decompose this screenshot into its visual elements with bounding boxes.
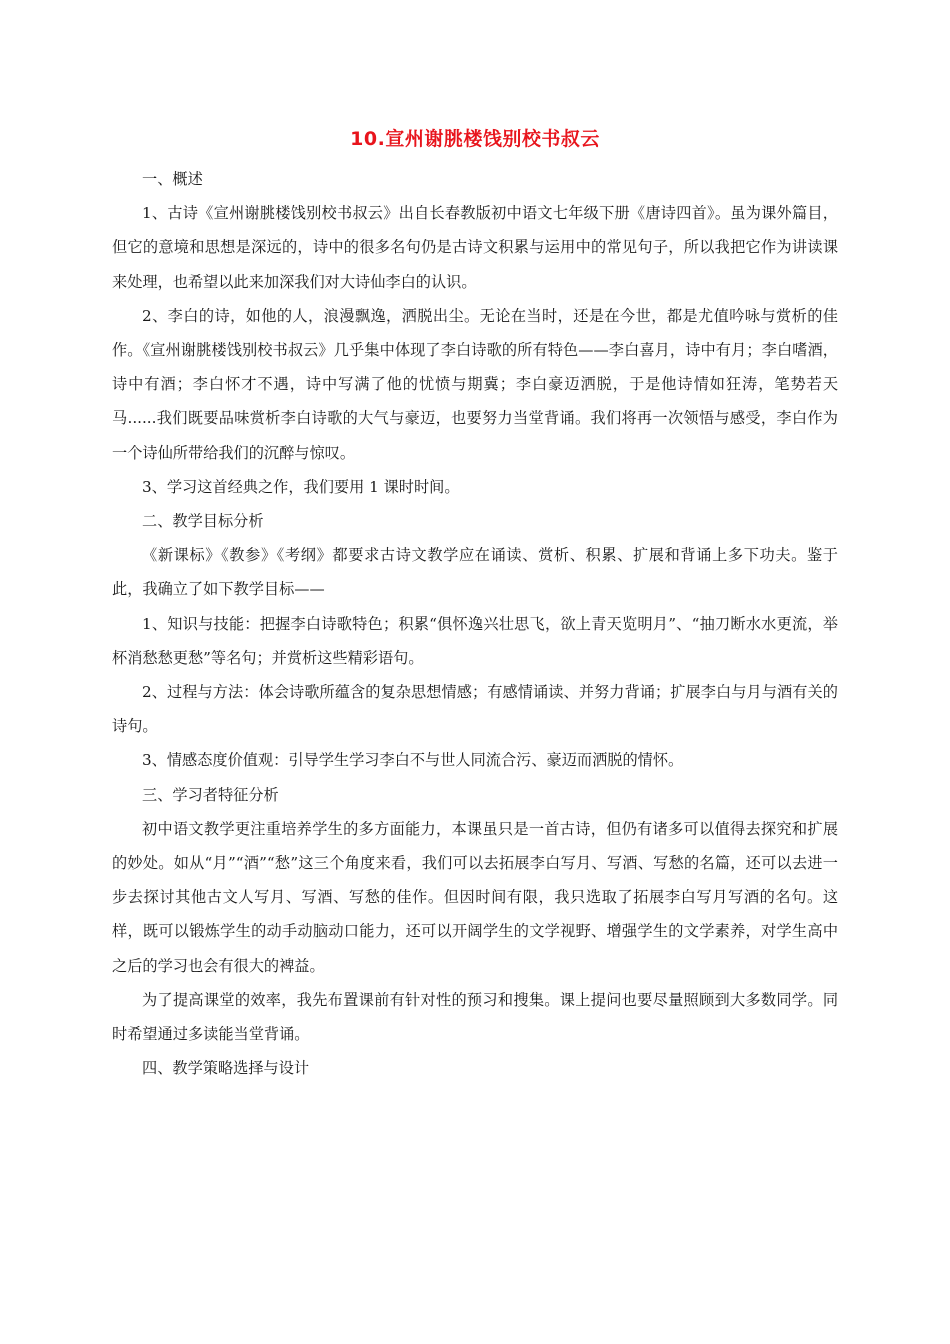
paragraph: 2、李白的诗，如他的人，浪漫飘逸，洒脱出尘。无论在当时，还是在今世，都是尤值吟咏与赏析的佳作。《宣州谢朓楼饯别校书叔云》几乎集中体现了李白诗歌的所有特色——李白喜月，诗中有月；李白嗜酒，诗中有酒；李白怀才不遇，诗中写满了他的忧愤与期冀；李白豪迈洒脱，于是他诗情如狂涛，笔势若天马......我们既要品味赏析李白诗歌的大气与豪迈，也要努力当堂背诵。我们将再一次领悟与感受，李白作为一个诗仙所带给我们的沉醉与惊叹。 <box>112 306 838 462</box>
paragraph: 《新课标》《教参》《考纲》都要求古诗文教学应在诵读、赏析、积累、扩展和背诵上多下功夫。鉴于此，我确立了如下教学目标—— <box>112 546 838 599</box>
paragraph: 3、学习这首经典之作，我们要用 1 课时时间。 <box>142 477 460 496</box>
section-heading-learner-analysis: 三、学习者特征分析 <box>142 785 279 804</box>
section-heading-overview: 一、概述 <box>142 170 203 188</box>
document-page <box>112 118 838 1085</box>
paragraph: 2、过程与方法：体会诗歌所蕴含的复杂思想情感；有感情诵读、并努力背诵；扩展李白与月与酒有关的诗句。 <box>112 683 838 736</box>
paragraph: 为了提高课堂的效率，我先布置课前有针对性的预习和搜集。课上提问也要尽量照顾到大多数同学。同时希望通过多读能当堂背诵。 <box>112 990 838 1044</box>
paragraph: 初中语文教学更注重培养学生的多方面能力，本课虽只是一首古诗，但仍有诸多可以值得去探究和扩展的妙处。如从“月”“酒”“愁”这三个角度来看，我们可以去拓展李白写月、写酒、写愁的名篇，还可以去进一步去探讨其他古文人写月、写酒、写愁的佳作。但因时间有限，我只选取了拓展李白写月写酒的名句。这样，既可以锻炼学生的动手动脑动口能力，还可以开阔学生的文学视野、增强学生的文学素养，对学生高中之后的学习也会有很大的裨益。 <box>112 819 838 975</box>
paragraph: 1、古诗《宣州谢朓楼饯别校书叔云》出自长春教版初中语文七年级下册《唐诗四首》。虽为课外篇目，但它的意境和思想是深远的，诗中的很多名句仍是古诗文积累与运用中的常见句子，所以我把它作为讲读课来处理，也希望以此来加深我们对大诗仙李白的认识。 <box>112 204 838 291</box>
section-heading-teaching-goals: 二、教学目标分析 <box>142 512 264 531</box>
document-title: 10.宣州谢朓楼饯别校书叔云 <box>350 128 600 150</box>
section-heading-teaching-strategy: 四、教学策略选择与设计 <box>142 1059 310 1078</box>
paragraph: 3、情感态度价值观：引导学生学习李白不与世人同流合污、豪迈而洒脱的情怀。 <box>142 751 684 770</box>
paragraph: 1、知识与技能：把握李白诗歌特色；积累“俱怀逸兴壮思飞，欲上青天览明月”、“抽刀断水水更流，举杯消愁愁更愁”等名句；并赏析这些精彩语句。 <box>112 614 838 667</box>
